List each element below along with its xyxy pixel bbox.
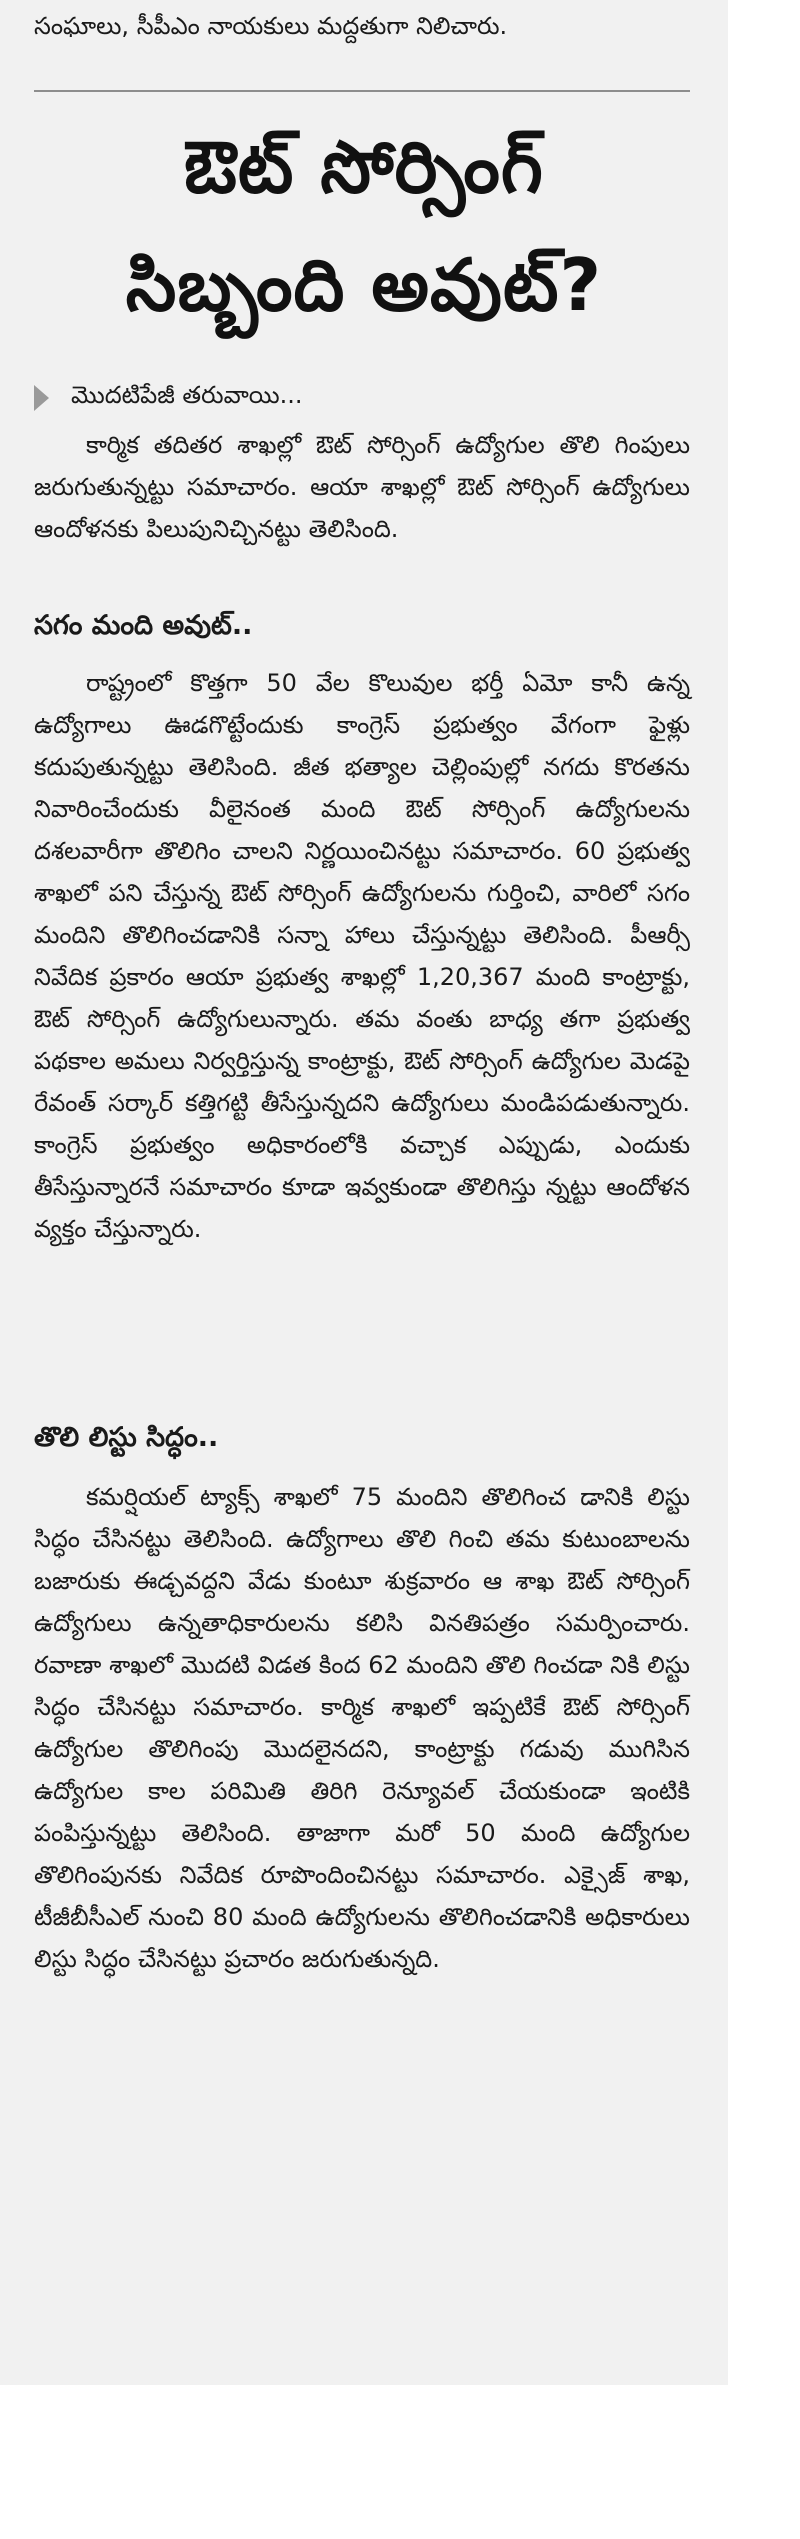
section-2-paragraph: కమర్షియల్ ట్యాక్స్ శాఖలో 75 మందిని తొలిగించ డానికి లిస్టు సిద్ధం చేసినట్టు తెలిసింది. ఉద్యోగాలు తొలి గించి తమ కుటుంబాలను బజారుకు ఈడ్చవద్దని వేడు కుంటూ శుక్రవారం ఆ శాఖ ఔట్ సోర్సింగ్ ఉద్యోగులు ఉన్నతాధికారులను కలిసి వినతిపత్రం సమర్పించారు. రవాణా శాఖలో మొదటి విడత కింద 62 మందిని తొలి గించడా నికి లిస్టు సిద్ధం చేసినట్టు సమాచారం. కార్మిక శాఖలో ఇప్పటికే ఔట్ సోర్సింగ్ ఉద్యోగుల తొలిగింపు మొదలైనదని, కాంట్రాక్టు గడువు ముగిసిన ఉద్యోగుల కాల పరిమితి తిరిగి రెన్యూవల్ చేయకుండా ఇంటికి పంపిస్తున్నట్టు తెలిసింది. తాజాగా మరో 50 మంది ఉద్యోగుల తొలిగింపునకు నివేదిక రూపొందించినట్టు సమాచారం. ఎక్సైజ్ శాఖ, టీజీబీసీఎల్ నుంచి 80 మంది ఉద్యోగులను తొలిగించడానికి అధికారులు లిస్టు సిద్ధం చేసినట్టు ప్రచారం జరుగుతున్నది.	[34, 1483, 690, 1973]
headline-line-1: ఔట్ సోర్సింగ్	[184, 125, 544, 209]
intro-paragraph: కార్మిక తదితర శాఖల్లో ఔట్ సోర్సింగ్ ఉద్యోగుల తొలి గింపులు జరుగుతున్నట్టు సమాచారం. ఆయా శాఖల్లో ఔట్ సోర్సింగ్ ఉద్యోగులు ఆందోళనకు పిలుపునిచ్చినట్టు తెలిసింది.	[34, 431, 690, 543]
continued-from-text: మొదటిపేజీ తరువాయి...	[71, 381, 303, 409]
headline-line-2: సిబ్బంది అవుట్?	[125, 243, 603, 327]
section-1-heading: సగం మంది అవుట్..	[34, 610, 253, 641]
divider-rule	[34, 90, 690, 92]
chevron-right-icon	[34, 385, 49, 411]
section-1-paragraph: రాష్ట్రంలో కొత్తగా 50 వేల కొలువుల భర్తీ ఏమో కానీ ఉన్న ఉద్యోగాలు ఊడగొట్టేందుకు కాంగ్రెస్ ప్రభుత్వం వేగంగా ఫైళ్లు కదుపుతున్నట్టు తెలిసింది. జీత భత్యాల చెల్లింపుల్లో నగదు కొరతను నివారించేందుకు వీలైనంత మంది ఔట్ సోర్సింగ్ ఉద్యోగులను దశలవారీగా తొలిగిం చాలని నిర్ణయించినట్టు సమాచారం. 60 ప్రభుత్వ శాఖలో పని చేస్తున్న ఔట్ సోర్సింగ్ ఉద్యోగులను గుర్తించి, వారిలో సగం మందిని తొలిగించడానికి సన్నా హాలు చేస్తున్నట్టు తెలిసింది. పీఆర్సీ నివేదిక ప్రకారం ఆయా ప్రభుత్వ శాఖల్లో 1,20,367 మంది కాంట్రాక్టు, ఔట్ సోర్సింగ్ ఉద్యోగులున్నారు. తమ వంతు బాధ్య తగా ప్రభుత్వ పథకాల అమలు నిర్వర్తిస్తున్న కాంట్రాక్టు, ఔట్ సోర్సింగ్ ఉద్యోగుల మెడపై రేవంత్ సర్కార్ కత్తిగట్టి తీసేస్తున్నదని ఉద్యోగులు మండిపడుతున్నారు. కాంగ్రెస్ ప్రభుత్వం అధికారంలోకి వచ్చాక ఎప్పుడు, ఎందుకు తీసేస్తున్నారనే సమాచారం కూడా ఇవ్వకుండా తొలిగిస్తు న్నట్టు ఆందోళన వ్యక్తం చేస్తున్నారు.	[34, 669, 690, 1243]
section-2-heading: తొలి లిస్టు సిద్ధం..	[34, 1422, 219, 1453]
previous-article-tail: సంఘాలు, సీపీఎం నాయకులు మద్దతుగా నిలిచారు.	[34, 12, 508, 40]
continued-from-marker	[34, 376, 690, 420]
headline	[0, 108, 728, 344]
